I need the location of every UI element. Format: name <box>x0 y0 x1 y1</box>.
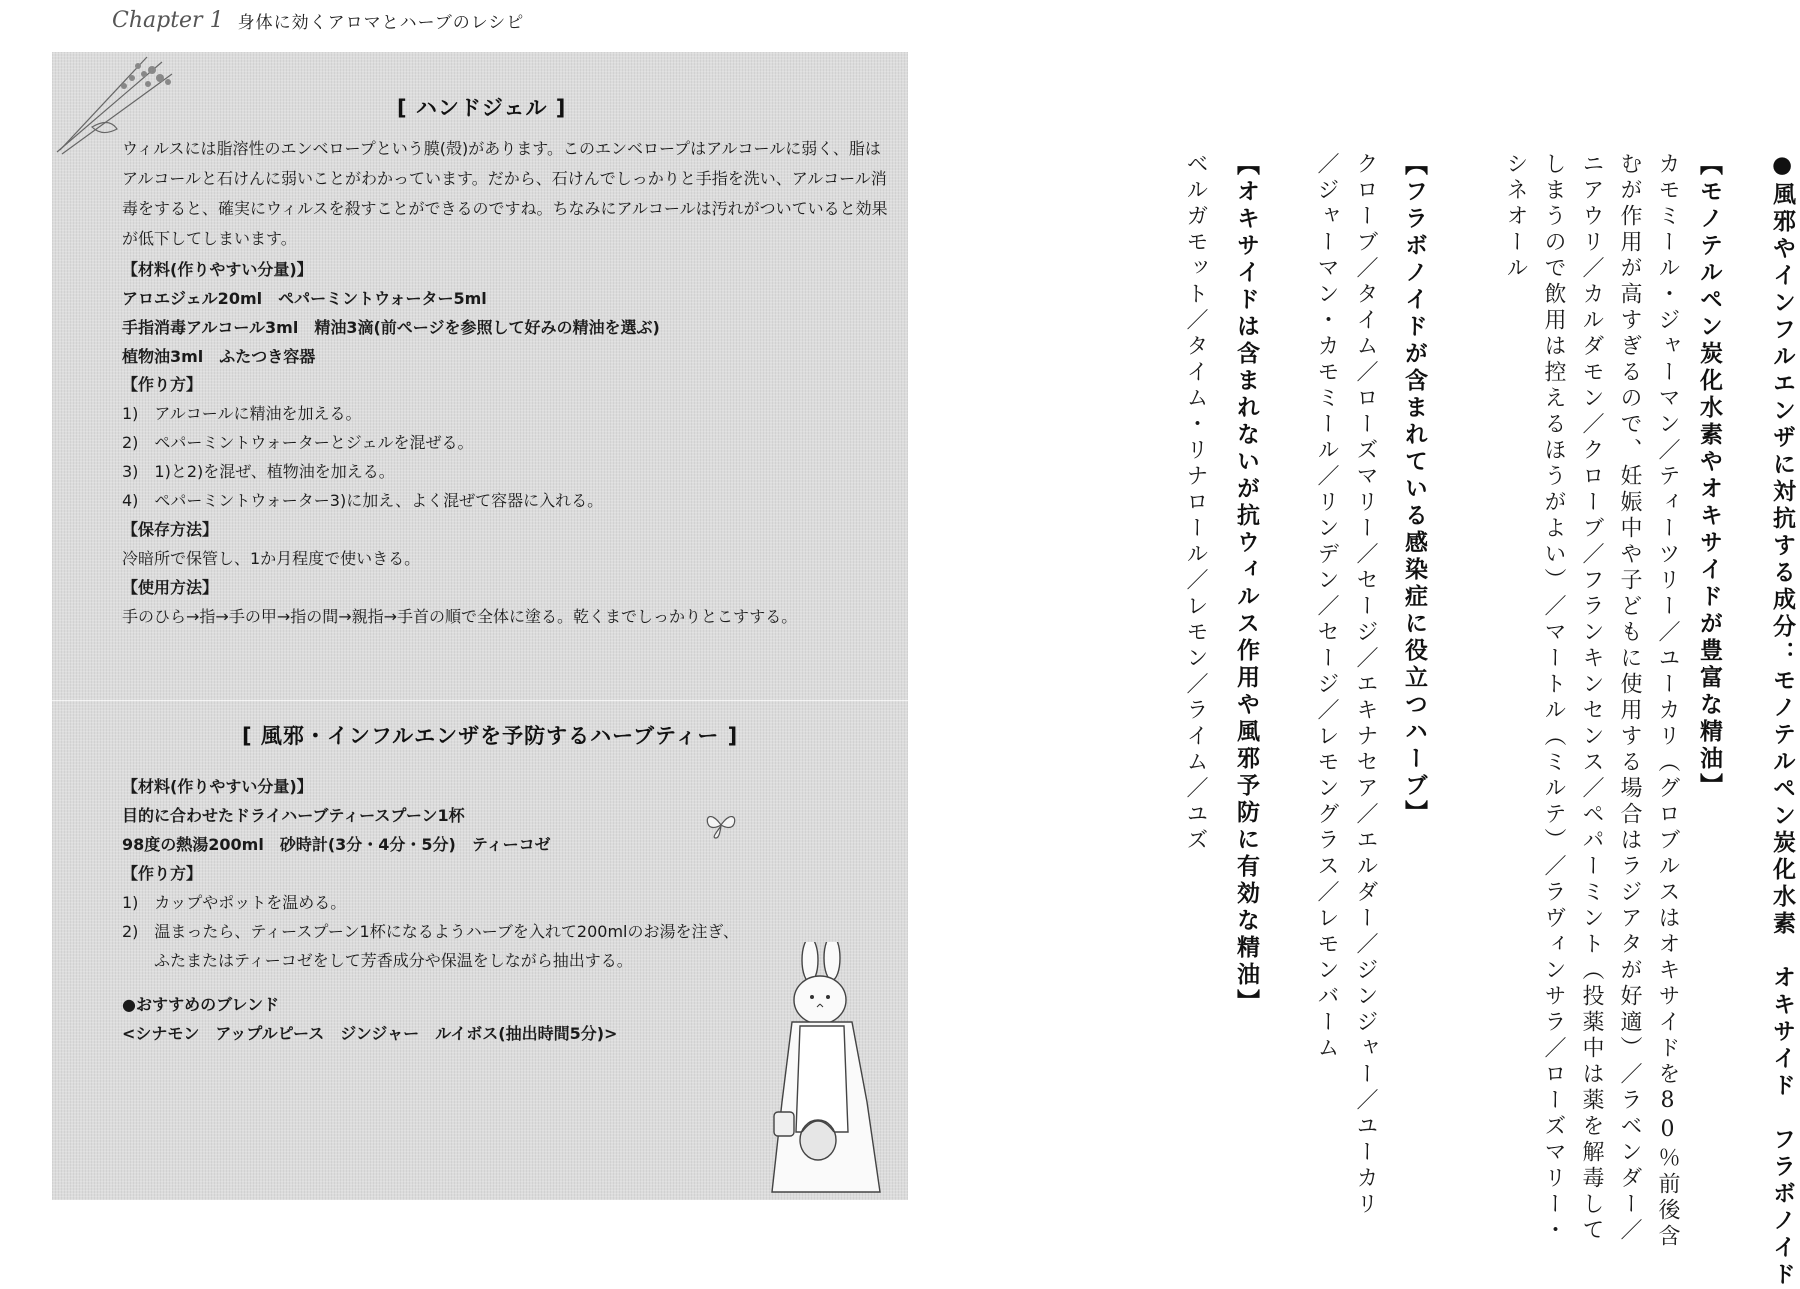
right-col-2: 【モノテルペン炭化水素やオキサイドが豊富な精油】 <box>1696 152 1722 800</box>
right-col-4: むが作用が高すぎるので、妊娠中や子どもに使用する場合はラジアタが好適）／ラベンダー／ <box>1617 152 1642 1244</box>
hand-gel-storage-heading: 【保存方法】 <box>122 520 219 539</box>
hand-gel-step-1: 1) アルコールに精油を加える。 <box>122 404 362 423</box>
hand-gel-step-2: 2) ペパーミントウォーターとジェルを混ぜる。 <box>122 433 474 452</box>
hand-gel-intro: ウィルスには脂溶性のエンベロープという膜(殻)があります。このエンベロープはアルコールに弱く、脂はアルコールと石けんに弱いことがわかっています。だから、石けんでしっかりと手指を洗い、アルコール消毒をすると、確実にウィルスを殺すことができるのですね。ちなみにアルコールは汚れがついていると効果が低下してしまいます。 <box>122 139 888 248</box>
right-col-11: 【オキサイドは含まれないが抗ウィルス作用や風邪予防に有効な精油】 <box>1233 152 1259 1016</box>
herb-tea-title: [ 風邪・インフルエンザを予防するハーブティー ] <box>242 724 739 748</box>
right-col-3: カモミール・ジャーマン／ティーツリー／ユーカリ（グロブルスはオキサイドを80％前後含 <box>1655 152 1680 1250</box>
right-col-5: ニアウリ／カルダモン／クローブ／フランキンセンス／ペパーミント（投薬中は薬を解毒して <box>1579 152 1604 1244</box>
herb-tea-step-2: 2) 温まったら、ティースプーン1杯になるようハーブを入れて200mlのお湯を注ぎ、 <box>122 922 739 941</box>
hand-gel-step-4: 4) ペパーミントウォーター3)に加え、よく混ぜて容器に入れる。 <box>122 491 604 510</box>
recipe-panel <box>52 52 908 1200</box>
hand-gel-material-3: 植物油3ml ふたつき容器 <box>122 347 316 366</box>
hand-gel-usage: 手のひら→指→手の甲→指の間→親指→手首の順で全体に塗る。乾くまでしっかりとこすする。 <box>122 607 798 626</box>
hand-gel-material-2: 手指消毒アルコール3ml 精油3滴(前ページを参照して好みの精油を選ぶ) <box>122 318 660 337</box>
right-col-10: ／ジャーマン・カモミール／リンデン／セージ／レモングラス／レモンバーム <box>1314 152 1339 1062</box>
hand-gel-title: [ ハンドジェル ] <box>397 96 567 120</box>
chapter-header <box>112 6 524 34</box>
blend-list: <シナモン アップルピース ジンジャー ルイボス(抽出時間5分)> <box>122 1024 618 1043</box>
hand-gel-usage-heading: 【使用方法】 <box>122 578 219 597</box>
hand-gel-step-3: 3) 1)と2)を混ぜ、植物油を加える。 <box>122 462 395 481</box>
rabbit-illustration-icon <box>752 942 892 1200</box>
herb-tea-step-1: 1) カップやポットを温める。 <box>122 893 347 912</box>
chapter-label: Chapter 1 <box>112 7 224 33</box>
hand-gel-material-1: アロエジェル20ml ペパーミントウォーター5ml <box>122 289 487 308</box>
butterfly-icon <box>704 810 738 840</box>
right-col-1: ●風邪やインフルエンザに対抗する成分：モノテルペン炭化水素 オキサイド フラボノイド <box>1769 152 1795 1289</box>
chapter-title: 身体に効くアロマとハーブのレシピ <box>237 12 525 33</box>
hand-gel-storage: 冷暗所で保管し、1か月程度で使いきる。 <box>122 549 421 568</box>
right-col-9: クローブ／タイム／ローズマリー／セージ／エキナセア／エルダー／ジンジャー／ユーカリ <box>1353 152 1378 1218</box>
hand-gel-materials-heading: 【材料(作りやすい分量)】 <box>122 260 313 279</box>
herb-tea-method-heading: 【作り方】 <box>122 864 203 883</box>
blend-heading: ●おすすめのブレンド <box>122 995 280 1014</box>
herb-tea-material-1: 目的に合わせたドライハーブティースプーン1杯 <box>122 806 465 825</box>
right-col-7: シネオール <box>1503 152 1528 282</box>
herb-tea-material-2: 98度の熱湯200ml 砂時計(3分・4分・5分) ティーコゼ <box>122 835 551 854</box>
herb-tea-step-3: ふたまたはティーコゼをして芳香成分や保温をしながら抽出する。 <box>122 951 633 970</box>
right-col-6: しまうので飲用は控えるほうがよい）／マートル（ミルテ）／ラヴィンサラ／ローズマリー・ <box>1541 152 1566 1244</box>
right-col-12: ベルガモット／タイム・リナロール／レモン／ライム／ユズ <box>1183 152 1208 854</box>
herb-tea-materials-heading: 【材料(作りやすい分量)】 <box>122 777 313 796</box>
hand-gel-method-heading: 【作り方】 <box>122 375 203 394</box>
section-divider <box>52 700 908 701</box>
right-col-8: 【フラボノイドが含まれている感染症に役立つハーブ】 <box>1401 152 1427 827</box>
